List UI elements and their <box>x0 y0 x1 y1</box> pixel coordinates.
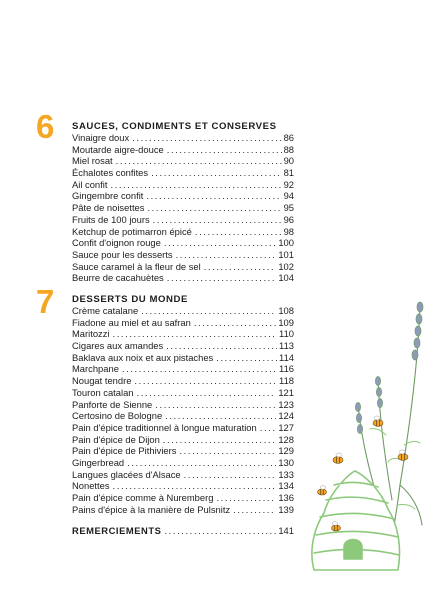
toc-entry[interactable] <box>72 214 294 226</box>
toc-entry-page: 118 <box>279 375 294 387</box>
toc-entry[interactable] <box>72 249 294 261</box>
toc-entry-page: 134 <box>278 480 294 492</box>
bee-icon <box>333 453 343 463</box>
toc-entry-title: Maritozzi <box>72 328 110 340</box>
bee-icon <box>318 486 327 495</box>
dot-leader <box>179 445 276 457</box>
toc-list <box>72 305 294 515</box>
dot-leader <box>151 167 281 179</box>
beehive-illustration <box>300 285 439 585</box>
toc-entry[interactable] <box>72 457 294 469</box>
toc-entry-page: 114 <box>279 351 294 363</box>
toc-entry-remerciements[interactable] <box>72 525 294 537</box>
dot-leader <box>110 179 281 191</box>
toc-entry[interactable] <box>72 179 294 191</box>
toc-entry[interactable] <box>72 434 294 446</box>
toc-list <box>72 132 294 284</box>
dot-leader <box>194 317 277 329</box>
dot-leader <box>216 352 277 364</box>
toc-entry-title: Touron catalan <box>72 386 134 398</box>
dot-leader <box>164 525 276 537</box>
toc-entry-page: 96 <box>283 213 294 225</box>
toc-entry-page: 110 <box>279 328 294 340</box>
toc-entry[interactable] <box>72 305 294 317</box>
chapter-number: 6 <box>36 108 55 145</box>
toc-entry[interactable] <box>72 492 294 504</box>
toc-entry-title: Moutarde aigre-douce <box>72 143 164 155</box>
chapter-heading: DESSERTS DU MONDE <box>72 294 188 305</box>
dot-leader <box>167 144 282 156</box>
toc-entry-title: Crème catalane <box>72 305 139 316</box>
toc-entry-title: Échalotes confites <box>72 167 149 179</box>
toc-entry-title: Certosino de Bologne <box>72 410 163 422</box>
toc-entry[interactable] <box>72 387 294 399</box>
toc-entry[interactable] <box>72 155 294 167</box>
toc-entry[interactable] <box>72 352 294 364</box>
toc-entry-page: 104 <box>278 272 294 284</box>
toc-entry[interactable] <box>72 132 294 144</box>
toc-entry-page: 121 <box>278 386 294 398</box>
bee-icon <box>373 416 383 426</box>
toc-entry-title: Fruits de 100 jours <box>72 213 150 225</box>
toc-entry-page: 133 <box>278 468 294 480</box>
toc-entry-title: Confit d'oignon rouge <box>72 237 161 249</box>
toc-entry[interactable] <box>72 202 294 214</box>
toc-entry[interactable] <box>72 410 294 422</box>
toc-entry[interactable] <box>72 328 294 340</box>
toc-entry[interactable] <box>72 272 294 284</box>
toc-entry-page: 123 <box>278 398 294 410</box>
dot-leader <box>113 480 277 492</box>
toc-entry[interactable] <box>72 190 294 202</box>
toc-entry[interactable] <box>72 363 294 375</box>
toc-entry-page: 102 <box>278 260 294 272</box>
toc-entry-title: Langues glacées d'Alsace <box>72 468 181 480</box>
toc-entry[interactable] <box>72 399 294 411</box>
toc-entry-page: 95 <box>283 202 294 214</box>
toc-entry-title: Gingembre confit <box>72 190 144 202</box>
dot-leader <box>127 457 276 469</box>
chapter-heading: SAUCES, CONDIMENTS ET CONSERVES <box>72 121 277 132</box>
toc-entry[interactable] <box>72 375 294 387</box>
toc-entry-page: 90 <box>283 155 294 167</box>
toc-entry[interactable] <box>72 317 294 329</box>
toc-entry-title: Fiadone au miel et au safran <box>72 316 191 328</box>
dot-leader <box>155 399 276 411</box>
toc-entry-title: Pain d'épice traditionnel à longue maturation <box>72 421 257 433</box>
toc-entry-title: Sauce pour les desserts <box>72 248 173 260</box>
dot-leader <box>134 375 277 387</box>
toc-entry[interactable] <box>72 504 294 516</box>
dot-leader <box>141 305 276 317</box>
toc-entry-title: Pâte de noisettes <box>72 202 145 214</box>
toc-entry-page: 100 <box>278 237 294 249</box>
toc-entry[interactable] <box>72 469 294 481</box>
toc-entry-page: 94 <box>283 190 294 202</box>
toc-entry-title: Pain d'épice de Pithiviers <box>72 445 177 457</box>
dot-leader <box>137 387 277 399</box>
dot-leader <box>147 202 281 214</box>
chapter-number: 7 <box>36 283 55 320</box>
toc-entry-title: Marchpane <box>72 363 119 375</box>
toc-entry-page: 129 <box>278 445 294 457</box>
toc-entry-title: Pain d'épice de Dijon <box>72 433 160 445</box>
toc-entry-title: Sauce caramel à la fleur de sel <box>72 260 201 272</box>
dot-leader <box>216 492 276 504</box>
toc-entry-title: REMERCIEMENTS <box>72 525 162 536</box>
toc-entry[interactable] <box>72 340 294 352</box>
toc-entry-page: 81 <box>283 167 294 179</box>
toc-entry-title: Nougat tendre <box>72 375 132 387</box>
toc-entry[interactable] <box>72 226 294 238</box>
toc-entry-title: Panforte de Sienne <box>72 398 153 410</box>
toc-entry[interactable] <box>72 445 294 457</box>
dot-leader <box>164 237 277 249</box>
dot-leader <box>165 410 276 422</box>
toc-entry-title: Pain d'épice comme à Nuremberg <box>72 492 214 503</box>
toc-entry[interactable] <box>72 422 294 434</box>
dot-leader <box>204 261 277 273</box>
toc-entry-title: Vinaigre doux <box>72 132 130 143</box>
toc-entry-title: Pains d'épice à la manière de Pulsnitz <box>72 503 231 515</box>
dot-leader <box>153 214 282 226</box>
toc-entry-page: 113 <box>279 340 294 352</box>
dot-leader <box>146 190 281 202</box>
toc-entry-page: 92 <box>283 178 294 190</box>
dot-leader <box>260 422 277 434</box>
toc-entry[interactable] <box>72 144 294 156</box>
toc-entry-title: Baklava aux noix et aux pistaches <box>72 351 214 363</box>
toc-entry-title: Nonettes <box>72 480 110 492</box>
toc-entry-title: Miel rosat <box>72 155 113 167</box>
toc-entry[interactable] <box>72 261 294 273</box>
dot-leader <box>184 469 277 481</box>
toc-entry-page: 108 <box>278 305 294 316</box>
dot-leader <box>113 328 278 340</box>
bee-icon <box>398 450 408 460</box>
dot-leader <box>233 504 276 516</box>
dot-leader <box>195 226 282 238</box>
toc-entry-page: 98 <box>283 225 294 237</box>
toc-entry[interactable] <box>72 480 294 492</box>
toc-entry-page: 124 <box>278 410 294 422</box>
toc-entry-page: 130 <box>278 456 294 468</box>
toc-entry-page: 109 <box>278 316 294 328</box>
toc-entry-page: 101 <box>278 248 294 260</box>
toc-entry-page: 136 <box>278 492 294 503</box>
toc-entry-title: Ail confit <box>72 178 108 190</box>
toc-entry-title: Cigares aux amandes <box>72 340 164 352</box>
toc-entry-title: Beurre de cacahuètes <box>72 272 164 284</box>
toc-entry-title: Gingerbread <box>72 456 125 468</box>
toc-entry-page: 86 <box>283 132 294 143</box>
dot-leader <box>132 132 281 144</box>
toc-entry-page: 128 <box>278 433 294 445</box>
toc-entry-page: 116 <box>279 363 294 375</box>
dot-leader <box>176 249 277 261</box>
toc-entry[interactable] <box>72 167 294 179</box>
toc-entry-page: 127 <box>278 421 294 433</box>
dot-leader <box>167 272 277 284</box>
dot-leader <box>116 155 282 167</box>
toc-entry-page: 139 <box>278 503 294 515</box>
dot-leader <box>166 340 277 352</box>
toc-entry-title: Ketchup de potimarron épicé <box>72 225 192 237</box>
toc-entry-page: 141 <box>278 525 294 536</box>
toc-entry[interactable] <box>72 237 294 249</box>
dot-leader <box>163 434 277 446</box>
toc-entry-page: 88 <box>283 143 294 155</box>
dot-leader <box>122 363 277 375</box>
